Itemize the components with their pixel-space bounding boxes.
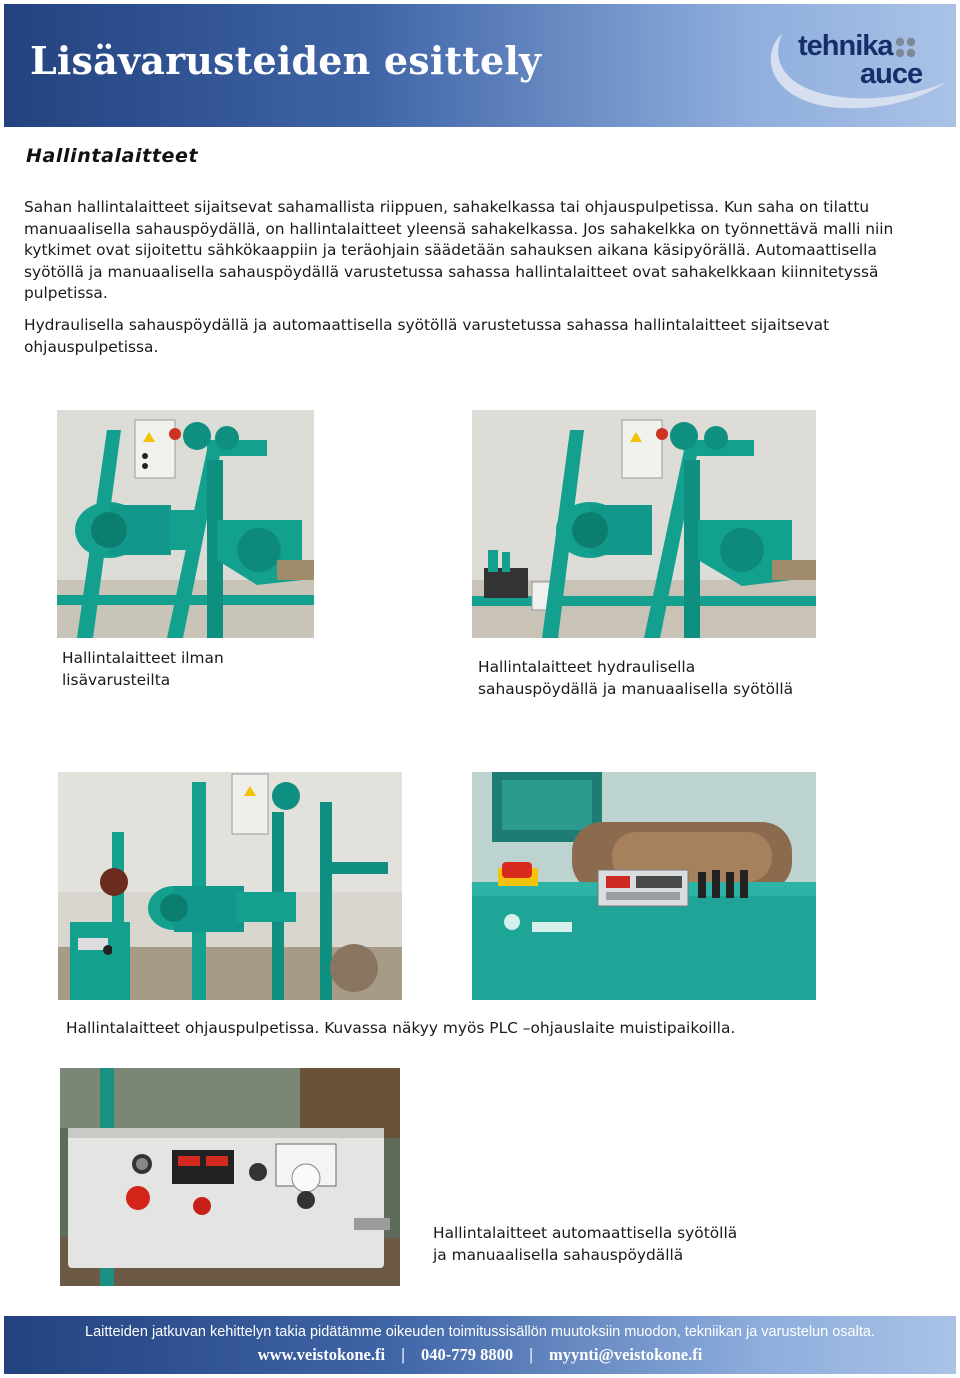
photo-plc-panel [472, 772, 816, 1000]
photo-carriage-panel [60, 1068, 400, 1286]
caption-hydraulic-table-line2: sahauspöydällä ja manuaalisella syötöllä [478, 679, 794, 698]
company-logo [764, 26, 950, 118]
footer-disclaimer: Laitteiden jatkuvan kehittelyn takia pidätämme oikeuden toimitussisällön muutoksiin muodon, tekniikan ja varustelun osalta. [85, 1324, 875, 1340]
footer-phone[interactable]: 040-779 8800 [420, 1345, 514, 1364]
footer-separator: | [529, 1345, 533, 1364]
photo-sawmill-basic [57, 410, 314, 638]
footer-separator: | [401, 1345, 405, 1364]
footer-contact [4, 1345, 956, 1365]
carriage-panel-image [60, 1068, 400, 1286]
photo-carriage-cabinet [58, 772, 402, 1000]
footer-website-link[interactable]: www.veistokone.fi [257, 1345, 386, 1364]
plc-panel-image [472, 772, 816, 1000]
caption-no-accessories [62, 648, 224, 691]
footer-banner [4, 1316, 956, 1374]
photo-sawmill-hydraulic [472, 410, 816, 638]
footer-email-link[interactable]: myynti@veistokone.fi [549, 1345, 703, 1364]
sawmill-basic-image [57, 410, 314, 638]
caption-hydraulic-table-line1: Hallintalaitteet hydraulisella [478, 658, 696, 676]
sawmill-hydraulic-image [472, 410, 816, 638]
caption-automatic-feed-line1: Hallintalaitteet automaattisella syötöllä [433, 1224, 738, 1242]
caption-no-accessories-line2: lisävarusteilta [62, 670, 171, 689]
logo-text-line2: auce [860, 58, 923, 90]
caption-hydraulic-table [478, 657, 793, 700]
caption-automatic-feed [433, 1223, 737, 1266]
caption-control-desk: Hallintalaitteet ohjauspulpetissa. Kuvassa näkyy myös PLC –ohjauslaite muistipaikoilla. [66, 1019, 736, 1037]
header-banner [4, 4, 956, 127]
caption-no-accessories-line1: Hallintalaitteet ilman [62, 649, 224, 667]
page-title: Lisävarusteiden esittely [30, 38, 542, 83]
carriage-cabinet-image [58, 772, 402, 1000]
hydraulic-paragraph: Hydraulisella sahauspöydällä ja automaattisella syötöllä varustetussa sahassa hallintalaitteet sijaitsevat ohjauspulpetissa. [24, 316, 830, 356]
caption-automatic-feed-line2: ja manuaalisella sahauspöydällä [433, 1245, 684, 1264]
section-title: Hallintalaitteet [26, 145, 199, 167]
intro-paragraph: Sahan hallintalaitteet sijaitsevat sahamallista riippuen, sahakelkassa tai ohjauspulpetissa. Kun saha on tilattu manuaalisella sahauspöydällä, on hallintalaitteet yleensä sahakelkassa. Jos sahakelkka on työnnettävä malli niin kytkimet ovat sijoitettu sähkökaappiin ja teräohjain säädetään sahauksen aikana käsipyörällä. Automaattisella syötöllä ja manuaalisella sahauspöydällä varustetussa sahassa hallintalaitteet ovat sahakelkkaan kiinnitetyssä pulpetissa. [24, 198, 894, 303]
logo-text-line1: tehnika [798, 30, 893, 62]
